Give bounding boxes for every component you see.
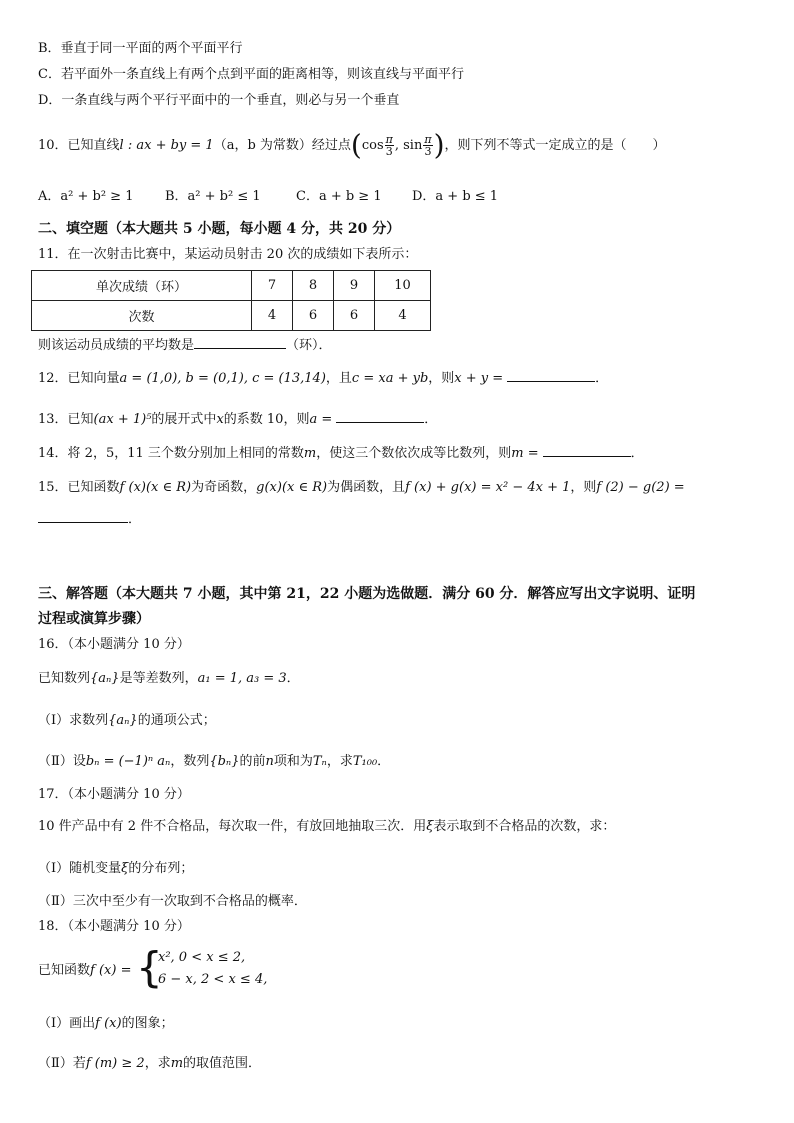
q16-stem <box>38 670 300 688</box>
period: ． <box>128 512 142 527</box>
q10-suffix: ，则下列不等式一定成立的是（ ） <box>444 138 666 153</box>
answer-blank[interactable] <box>543 456 631 457</box>
q13-prefix: 13．已知 <box>38 412 94 427</box>
q14-prefix: 14．将 2，5，11 三个数分别加上相同的常数 <box>38 446 304 461</box>
q12-prefix: 12．已知向量 <box>38 371 120 386</box>
q10-line-eq: l : ax + by = 1 <box>119 138 214 153</box>
q17-part-2: （Ⅱ）三次中至少有一次取到不合格品的概率． <box>38 894 307 909</box>
q11-after: 则该运动员成绩的平均数是 <box>38 338 195 353</box>
q17-part-1 <box>38 860 193 878</box>
q16-2b: bₙ = (−1)ⁿ aₙ <box>85 754 171 769</box>
q16-stem-d: ． <box>286 671 300 686</box>
q10-frac-2 <box>423 134 432 157</box>
q14-mid: ，使这三个数依次成等比数列，则 <box>316 446 512 461</box>
q13-expr: (ax + 1)⁵ <box>93 412 152 427</box>
q13-x: x <box>216 412 224 427</box>
q18-case-1: x², 0 < x ≤ 2, <box>158 950 246 965</box>
q15-stem <box>38 479 685 497</box>
table-cell: 7 <box>252 271 293 301</box>
q16-2a: （Ⅱ）设 <box>38 754 86 769</box>
q16-1b: 的通项公式； <box>137 713 216 728</box>
q16-2d: {bₙ} <box>209 754 240 769</box>
q16-2k: ． <box>377 754 391 769</box>
period: ． <box>630 446 644 461</box>
answer-blank[interactable] <box>336 422 424 423</box>
q13-stem <box>38 411 437 429</box>
q15-mid2: 为偶函数，且 <box>327 480 406 495</box>
q16-2j: T₁₀₀ <box>352 754 378 769</box>
q17-stem-b: 表示取到不合格品的次数，求： <box>433 819 616 834</box>
q9-option-b: B．垂直于同一平面的两个平面平行 <box>38 41 243 56</box>
q16-2g: 项和为 <box>273 754 313 769</box>
q14-m: m <box>303 446 317 461</box>
q18-2e: 的取值范围． <box>183 1056 262 1071</box>
q17-xi: ξ <box>426 819 434 834</box>
q12-vectors: a = (1,0), b = (0,1), c = (13,14) <box>119 371 326 386</box>
table-cell: 10 <box>375 271 431 301</box>
q12-eq: c = xa + yb <box>351 371 429 386</box>
left-paren: ( <box>350 128 362 162</box>
table-cell: 次数 <box>32 301 252 331</box>
q18-1a: （Ⅰ）画出 <box>38 1016 96 1031</box>
q9-option-c: C．若平面外一条直线上有两个点到平面的距离相等，则该直线与平面平行 <box>38 67 464 82</box>
q17-header: 17．（本小题满分 10 分） <box>38 787 190 802</box>
q13-mid2: 的系数 10，则 <box>223 412 310 427</box>
q10-prefix: 10．已知直线 <box>38 138 120 153</box>
q18-2b: f (m) ≥ 2 <box>85 1056 145 1071</box>
q18-case-2: 6 − x, 2 < x ≤ 4, <box>158 972 268 987</box>
q16-2i: ，求 <box>326 754 353 769</box>
table-cell: 单次成绩（环） <box>32 271 252 301</box>
q16-2c: ，数列 <box>170 754 210 769</box>
table-row <box>32 301 431 331</box>
q17-xi: ξ <box>121 861 129 876</box>
frac-num: π <box>424 133 432 146</box>
q12-then: ，则 <box>428 371 455 386</box>
q17-1a: （Ⅰ）随机变量 <box>38 861 122 876</box>
q15-answer-line <box>38 511 141 529</box>
q12-ask: x + y = <box>454 371 504 386</box>
q16-an: {aₙ} <box>90 671 120 686</box>
q10-frac-1 <box>385 134 394 157</box>
q18-1c: 的图象； <box>121 1016 174 1031</box>
q15-prefix: 15．已知函数 <box>38 480 120 495</box>
q10-cos: cos <box>361 138 384 153</box>
right-paren: ) <box>433 128 445 162</box>
q17-1b: 的分布列； <box>128 861 194 876</box>
q17-stem <box>38 818 615 836</box>
q14-ask: m = <box>511 446 539 461</box>
q10-option-d: D．a + b ≤ 1 <box>412 189 499 204</box>
table-cell: 6 <box>293 301 334 331</box>
table-cell: 9 <box>334 271 375 301</box>
q15-ask: f (2) − g(2) = <box>596 480 685 495</box>
q18-2a: （Ⅱ）若 <box>38 1056 86 1071</box>
period: ． <box>595 371 609 386</box>
q16-2e: 的前 <box>239 754 266 769</box>
q10-option-a: A．a² + b² ≥ 1 <box>38 189 134 204</box>
left-brace-icon: { <box>136 943 163 992</box>
q16-stem-b: 是等差数列， <box>119 671 198 686</box>
q15-g: g(x)(x ∈ R) <box>256 480 328 495</box>
q10-stem: 10．已知直线l : ax + by = 1（a，b 为常数）经过点(cos $\frac{\pi}{3}$ , sin $\frac{\pi}{3}$ )，则下列不等式一定成立的是（ ） <box>38 128 666 162</box>
q18-2d: m <box>170 1056 184 1071</box>
q18-2c: ，求 <box>144 1056 171 1071</box>
table-row <box>32 271 431 301</box>
q15-eq: f (x) + g(x) = x² − 4x + 1 <box>405 480 571 495</box>
q16-part-2 <box>38 753 390 771</box>
q13-ask: a = <box>309 412 333 427</box>
section-3-heading: 三、解答题（本大题共 7 小题，其中第 21，22 小题为选做题．满分 60 分．解答应写出文字说明、证明 <box>38 586 696 602</box>
table-cell: 4 <box>375 301 431 331</box>
q16-stem-c: a₁ = 1, a₃ = 3 <box>197 671 287 686</box>
q17-stem-a: 10 件产品中有 2 件不合格品，每次取一件，有放回地抽取三次．用 <box>38 819 427 834</box>
q10-option-c: C．a + b ≥ 1 <box>296 189 382 204</box>
q15-then: ，则 <box>570 480 597 495</box>
answer-blank[interactable] <box>194 348 286 349</box>
q18-f: f (x) = <box>90 963 132 978</box>
q16-1a: （Ⅰ）求数列 <box>38 713 109 728</box>
q16-stem-a: 已知数列 <box>38 671 91 686</box>
q10-sin: sin <box>403 138 423 153</box>
q12-stem <box>38 370 608 388</box>
frac-den: 3 <box>385 145 393 158</box>
frac-num: π <box>385 133 393 146</box>
q10-option-b: B．a² + b² ≤ 1 <box>165 189 261 204</box>
q16-2f: n <box>265 754 274 769</box>
table-cell: 6 <box>334 301 375 331</box>
answer-blank[interactable] <box>507 381 595 382</box>
q18-stem-text: 已知函数 <box>38 963 91 978</box>
score-table <box>31 270 431 331</box>
q16-header: 16．（本小题满分 10 分） <box>38 637 190 652</box>
q12-mid: ，且 <box>325 371 352 386</box>
q11-stem: 11．在一次射击比赛中，某运动员射击 20 次的成绩如下表所示： <box>38 247 418 262</box>
table-cell: 8 <box>293 271 334 301</box>
q15-f: f (x)(x ∈ R) <box>119 480 192 495</box>
q9-option-d: D．一条直线与两个平行平面中的一个垂直，则必与另一个垂直 <box>38 93 400 108</box>
section-3-heading-cont: 过程或演算步骤） <box>38 611 150 627</box>
q18-1b: f (x) <box>95 1016 122 1031</box>
q11-unit: （环）． <box>286 338 332 353</box>
q16-an: {aₙ} <box>108 713 138 728</box>
q11-answer-line <box>38 337 332 355</box>
answer-blank[interactable] <box>38 522 128 523</box>
q15-mid: 为奇函数， <box>191 480 257 495</box>
q18-stem <box>38 962 131 980</box>
section-2-heading: 二、填空题（本大题共 5 小题，每小题 4 分，共 20 分） <box>38 221 401 237</box>
q16-part-1 <box>38 712 216 730</box>
q14-stem <box>38 445 644 463</box>
q10-mid: （a，b 为常数）经过点 <box>213 138 351 153</box>
q18-header: 18．（本小题满分 10 分） <box>38 919 190 934</box>
q18-part-1 <box>38 1015 174 1033</box>
frac-den: 3 <box>424 145 432 158</box>
period: ． <box>424 412 438 427</box>
table-cell: 4 <box>252 301 293 331</box>
q18-part-2 <box>38 1055 261 1073</box>
q13-mid: 的展开式中 <box>151 412 217 427</box>
q16-2h: Tₙ <box>312 754 327 769</box>
